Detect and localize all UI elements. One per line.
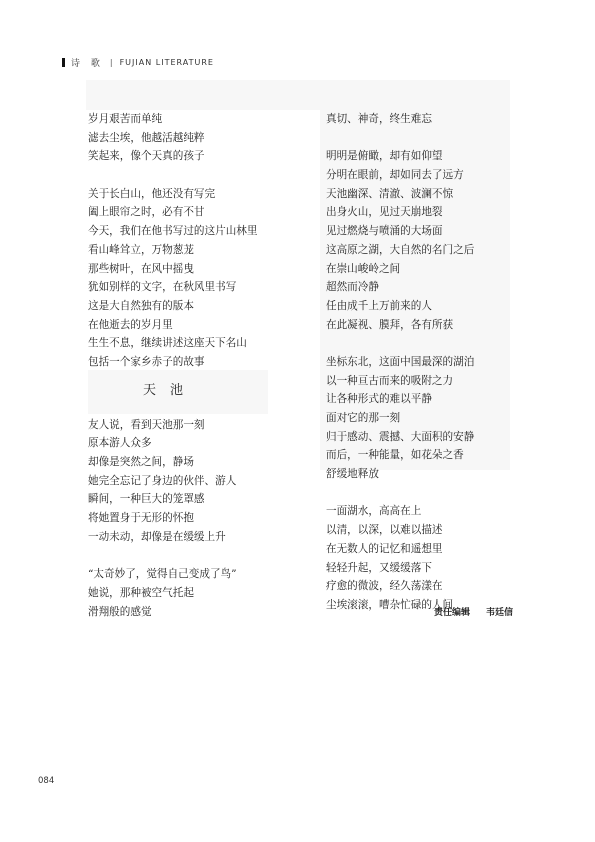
poem-line: 一动未动，却像是在缓缓上升 bbox=[88, 530, 226, 543]
header-marker-bar bbox=[62, 58, 65, 67]
poem-line: 舒缓地释放 bbox=[326, 468, 379, 481]
poem-line: 在他逝去的岁月里 bbox=[88, 318, 173, 331]
poem-line: 尘埃滚滚，嘈杂忙碌的人间 bbox=[326, 598, 454, 611]
poem-line: 这高原之湖，大自然的名门之后 bbox=[326, 243, 475, 256]
poem-line: 她完全忘记了身边的伙伴、游人 bbox=[88, 474, 237, 487]
editor-credit bbox=[434, 605, 513, 618]
poem-line: 在无数人的记忆和遥想里 bbox=[326, 542, 443, 555]
poem-line: 归于感动、震撼、大面积的安静 bbox=[326, 430, 475, 443]
poem-line: 分明在眼前，却如同去了远方 bbox=[326, 169, 464, 182]
stanza-break bbox=[326, 484, 526, 503]
poem-line: 生生不息，继续讲述这座天下名山 bbox=[88, 337, 247, 350]
poem-line: 让各种形式的难以平静 bbox=[326, 393, 432, 406]
poem-line: 面对它的那一刻 bbox=[326, 412, 401, 424]
stanza-break bbox=[88, 166, 288, 185]
poem-line: 见过燃烧与喷涌的大场面 bbox=[326, 225, 443, 238]
poem-line: 滤去尘埃，他越活越纯粹 bbox=[88, 131, 205, 144]
left-column bbox=[88, 110, 288, 621]
poem-line: 犹如别样的文字，在秋风里书写 bbox=[88, 281, 237, 294]
poem-line: 包括一个家乡赤子的故事 bbox=[88, 355, 205, 368]
poem-line: 却像是突然之间，静场 bbox=[88, 456, 194, 468]
poem-line: 她说，那种被空气托起 bbox=[88, 586, 194, 599]
header-separator: | bbox=[109, 58, 114, 67]
editor-label: 责任编辑 bbox=[434, 608, 471, 618]
poem-line: 明明是俯瞰，却有如仰望 bbox=[326, 150, 443, 163]
poem-line: 友人说，看到天池那一刻 bbox=[88, 418, 205, 431]
stanza-break bbox=[326, 334, 526, 353]
poem-line: 这是大自然独有的版本 bbox=[88, 299, 194, 312]
poem-line: 出身火山，见过天崩地裂 bbox=[326, 206, 443, 219]
poem-line: 以清，以深，以难以描述 bbox=[326, 524, 443, 537]
poem-line: 原本游人众多 bbox=[88, 437, 152, 450]
stanza-break bbox=[326, 129, 526, 148]
page-number: 084 bbox=[38, 776, 55, 786]
poem-line: 真切、神奇，终生难忘 bbox=[326, 113, 432, 125]
poem-line: 阖上眼帘之时，必有不甘 bbox=[88, 206, 205, 219]
poem-line: 那些树叶，在风中摇曳 bbox=[88, 262, 194, 275]
poem-line: 而后，一种能量，如花朵之香 bbox=[326, 449, 464, 462]
poem-line: 关于长白山，他还没有写完 bbox=[88, 187, 216, 200]
poem-line: 岁月艰苦而单纯 bbox=[88, 113, 163, 125]
poem-line: 看山峰耸立，万物葱茏 bbox=[88, 243, 194, 256]
poem-line: “太奇妙了，觉得自己变成了鸟” bbox=[88, 568, 237, 581]
right-column bbox=[326, 110, 526, 615]
poem-line: 天池幽深、清澈、波澜不惊 bbox=[326, 187, 454, 200]
poem-line: 疗愈的微波，经久荡漾在 bbox=[326, 580, 443, 593]
poem-line: 坐标东北，这面中国最深的湖泊 bbox=[326, 355, 475, 368]
section-name: 诗 歌 bbox=[71, 59, 104, 69]
poem-line: 在此凝视、膜拜，各有所获 bbox=[326, 318, 454, 331]
poem-line: 在崇山峻岭之间 bbox=[326, 262, 401, 275]
poem-line: 以一种亘古而来的吸附之力 bbox=[326, 374, 454, 387]
poem-line: 一面湖水，高高在上 bbox=[326, 505, 422, 518]
poem-line: 瞬间，一种巨大的笼罩感 bbox=[88, 493, 205, 506]
stanza-break bbox=[88, 546, 288, 565]
poem-line: 超然而冷静 bbox=[326, 281, 379, 294]
magazine-name: FUJIAN LITERATURE bbox=[119, 58, 214, 67]
poem-title: 天池 bbox=[143, 382, 198, 398]
running-header bbox=[62, 56, 214, 69]
poem-line: 今天，我们在他书写过的这片山林里 bbox=[88, 225, 258, 238]
poem-line: 滑翔般的感觉 bbox=[88, 605, 152, 618]
poem-line: 任由成千上万前来的人 bbox=[326, 299, 432, 312]
editor-name: 韦廷信 bbox=[486, 608, 514, 618]
poem-line: 将她置身于无形的怀抱 bbox=[88, 512, 194, 525]
poem-line: 轻轻升起，又缓缓落下 bbox=[326, 561, 432, 574]
poem-line: 笑起来，像个天真的孩子 bbox=[88, 150, 205, 163]
